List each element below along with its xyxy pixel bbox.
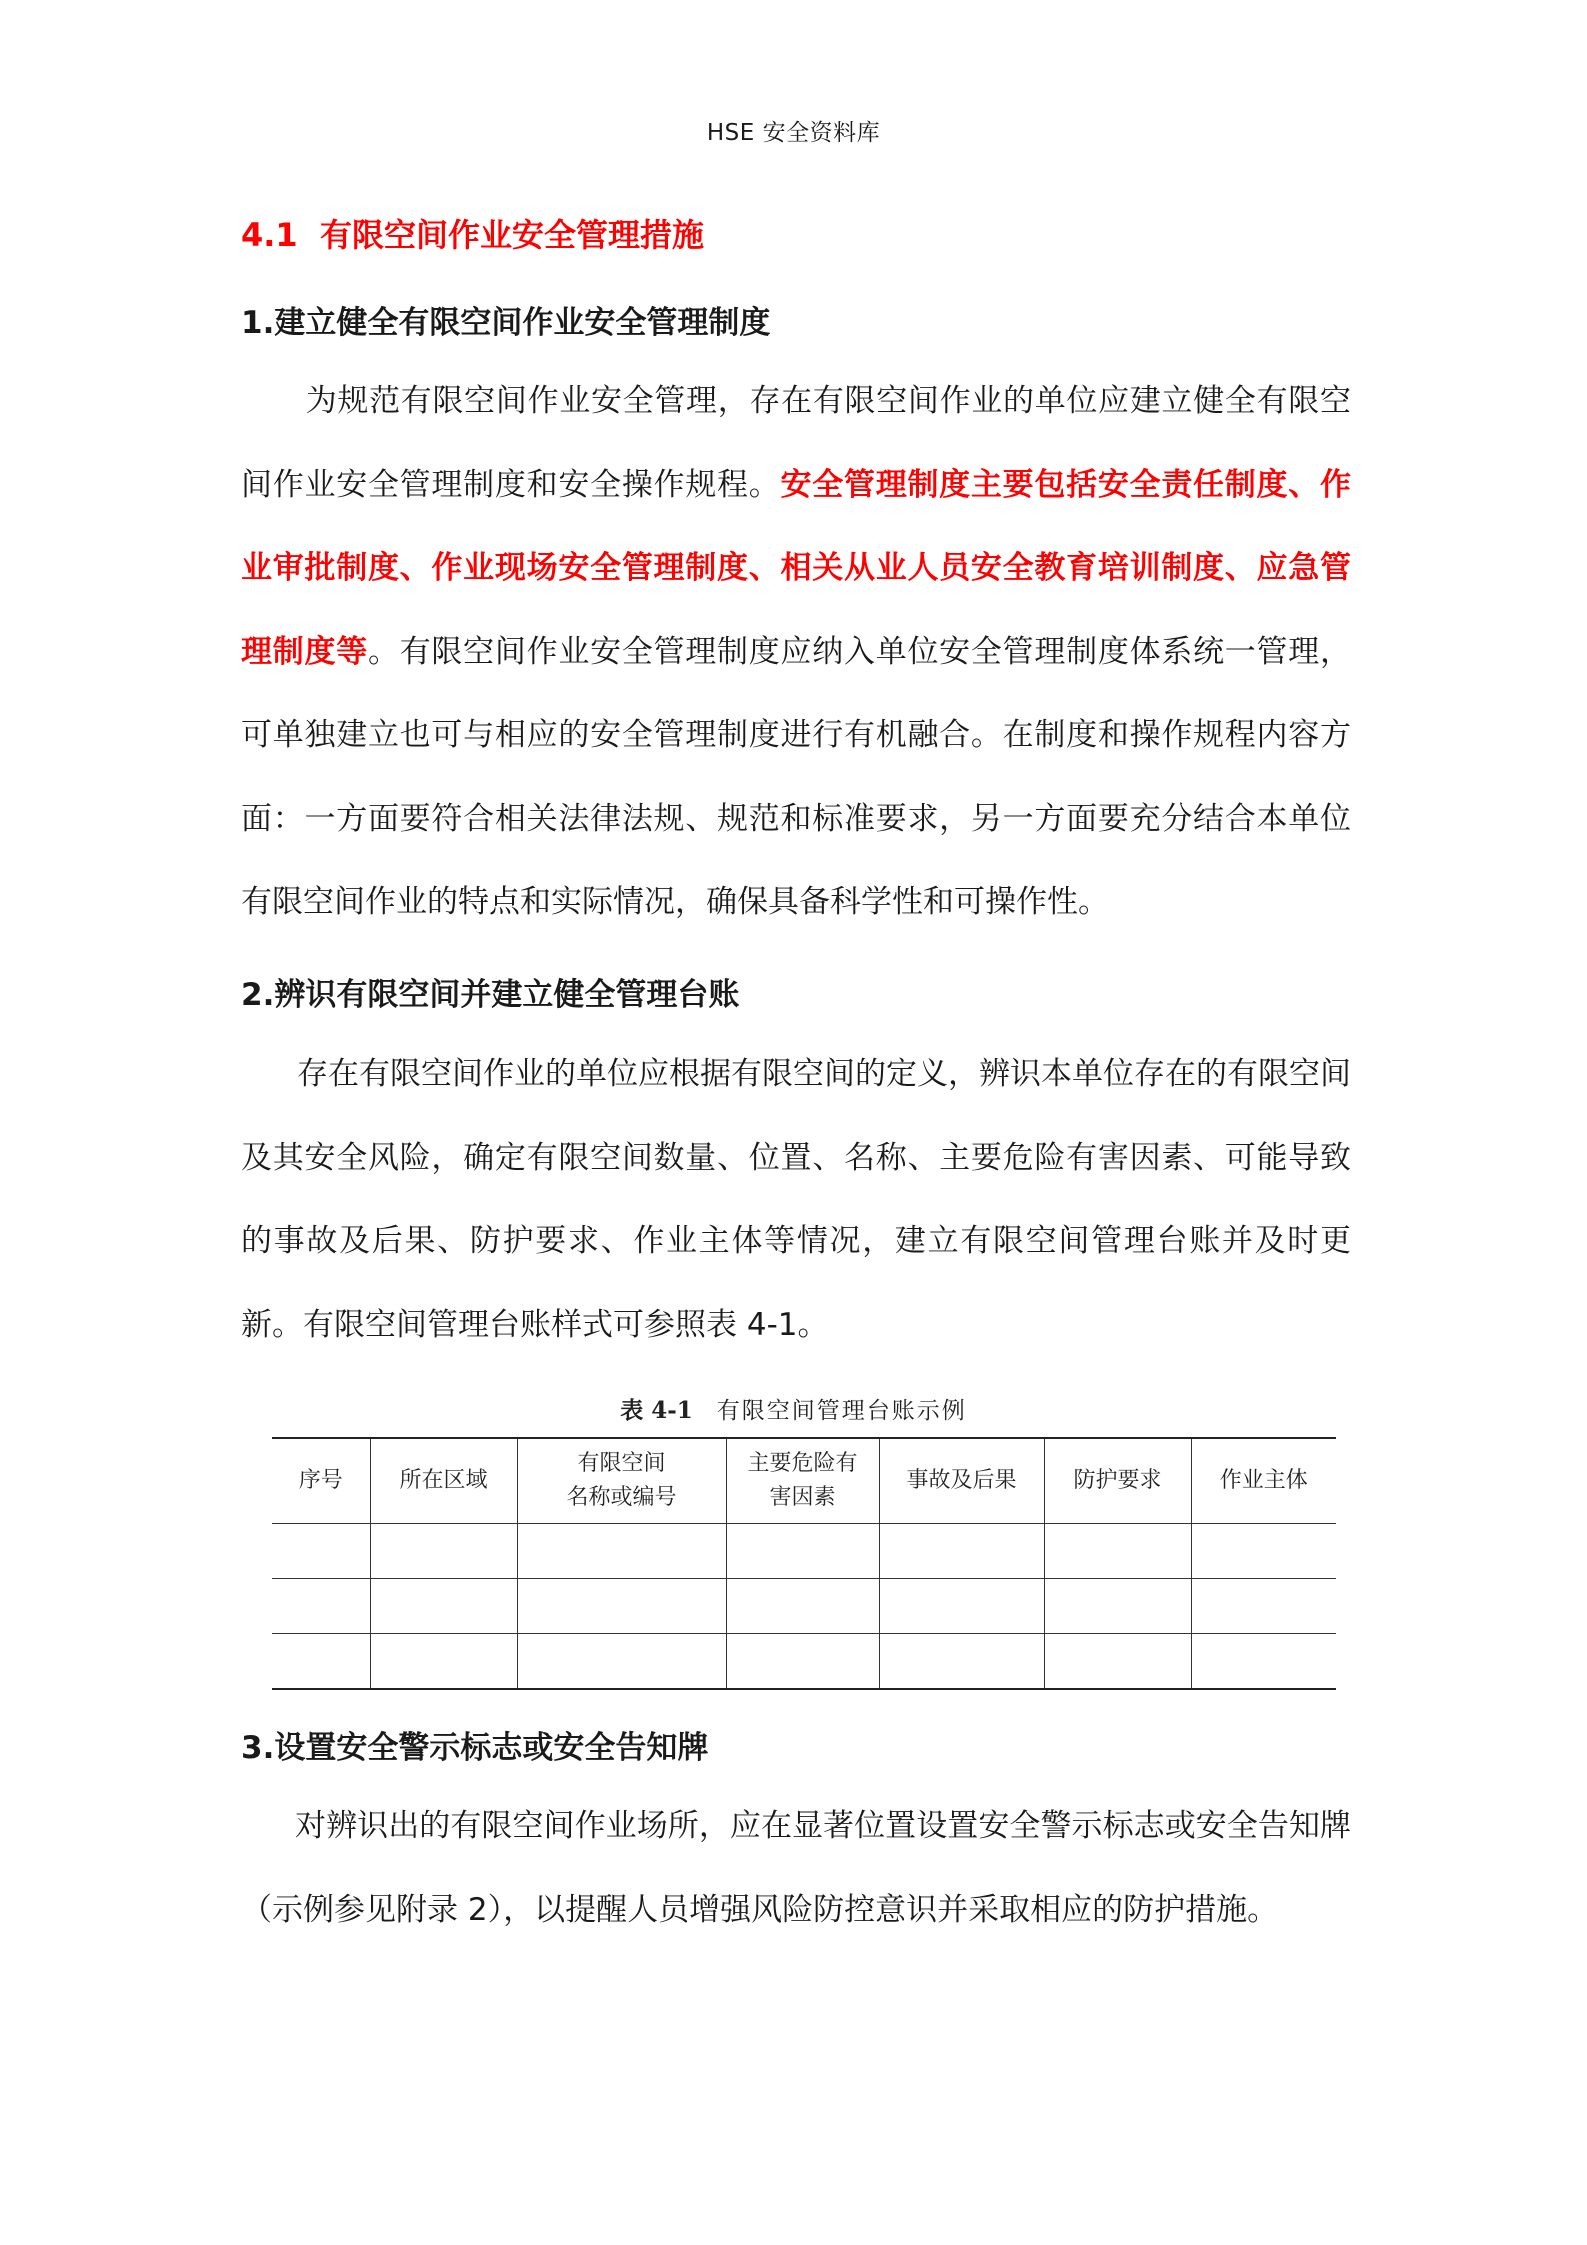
table-cell: [1191, 1579, 1336, 1634]
item-2-text: 存在有限空间作业的单位应根据有限空间的定义，辨识本单位存在的有限空间及其安全风险，确定有限空间数量、位置、名称、主要危险有害因素、可能导致的事故及后果、防护要求、作业主体等情况，建立有限空间管理台账并及时更新。有限空间管理台账样式可参照表 4-1。: [241, 1056, 1351, 1343]
section-heading: [241, 210, 704, 256]
table-cell: [272, 1524, 370, 1579]
table-cell: [1044, 1634, 1191, 1690]
column-header: 序号: [298, 1468, 343, 1493]
column-header: 防护要求: [1044, 1438, 1191, 1524]
column-header: 主要危险有 害因素: [726, 1438, 879, 1524]
table-cell: [879, 1579, 1044, 1634]
table-cell: [272, 1579, 370, 1634]
table-cell: [370, 1524, 517, 1579]
column-header: 所在区域: [370, 1438, 517, 1524]
table-caption: [0, 1392, 1587, 1425]
table-cell: [726, 1524, 879, 1579]
table-cell: [370, 1579, 517, 1634]
page-header: HSE 安全资料库: [706, 120, 881, 146]
table-row: [272, 1524, 1336, 1579]
item-1-paragraph: [241, 360, 1351, 945]
table-caption-number: 表 4-1: [620, 1397, 693, 1424]
table-cell: [1191, 1634, 1336, 1690]
column-header: 事故及后果: [879, 1438, 1044, 1524]
section-number: 4.1: [241, 216, 298, 254]
table-header-row: [272, 1438, 1336, 1524]
table-cell: [879, 1634, 1044, 1690]
item-1-text-highlight: 安全管理制度主要包括安全责任制度、作业审批制度、作业现场安全管理制度、相关从业人员安全教育培训制度、应急管理制度等: [241, 466, 1351, 670]
table-cell: [517, 1524, 726, 1579]
item-3-title: 3.设置安全警示标志或安全告知牌: [241, 1730, 709, 1766]
item-1-text-pre: 为规范有限空间作业安全管理，存在有限空间作业的单位应建立健全有限空间作业安全管理制度和安全操作规程。: [241, 383, 1351, 503]
table-row: [272, 1579, 1336, 1634]
table-cell: [517, 1634, 726, 1690]
table-cell: [1044, 1579, 1191, 1634]
table-caption-title: 有限空间管理台账示例: [716, 1398, 967, 1424]
table-cell: [517, 1579, 726, 1634]
item-2-title: 2.辨识有限空间并建立健全管理台账: [241, 977, 740, 1013]
ledger-table: [272, 1437, 1336, 1690]
table-cell: [370, 1634, 517, 1690]
item-2-paragraph: [241, 1033, 1351, 1367]
table-cell: [726, 1579, 879, 1634]
table-cell: [1191, 1524, 1336, 1579]
table-cell: [879, 1524, 1044, 1579]
section-title: 有限空间作业安全管理措施: [319, 216, 704, 254]
item-1-text-post: 。有限空间作业安全管理制度应纳入单位安全管理制度体系统一管理，可单独建立也可与相应的安全管理制度进行有机融合。在制度和操作规程内容方面：一方面要符合相关法律法规、规范和标准要求，另一方面要充分结合本单位有限空间作业的特点和实际情况，确保具备科学性和可操作性。: [241, 633, 1352, 920]
column-header: 有限空间 名称或编号: [517, 1438, 726, 1524]
item-1-title: 1.建立健全有限空间作业安全管理制度: [241, 305, 771, 341]
table-cell: [1044, 1524, 1191, 1579]
column-header: 作业主体: [1191, 1438, 1336, 1524]
table-cell: [726, 1634, 879, 1690]
table-cell: [272, 1634, 370, 1690]
table-row: [272, 1634, 1336, 1690]
item-3-paragraph: [241, 1785, 1351, 1952]
item-3-text: 对辨识出的有限空间作业场所，应在显著位置设置安全警示标志或安全告知牌（示例参见附录 2），以提醒人员增强风险防控意识并采取相应的防护措施。: [241, 1808, 1351, 1928]
